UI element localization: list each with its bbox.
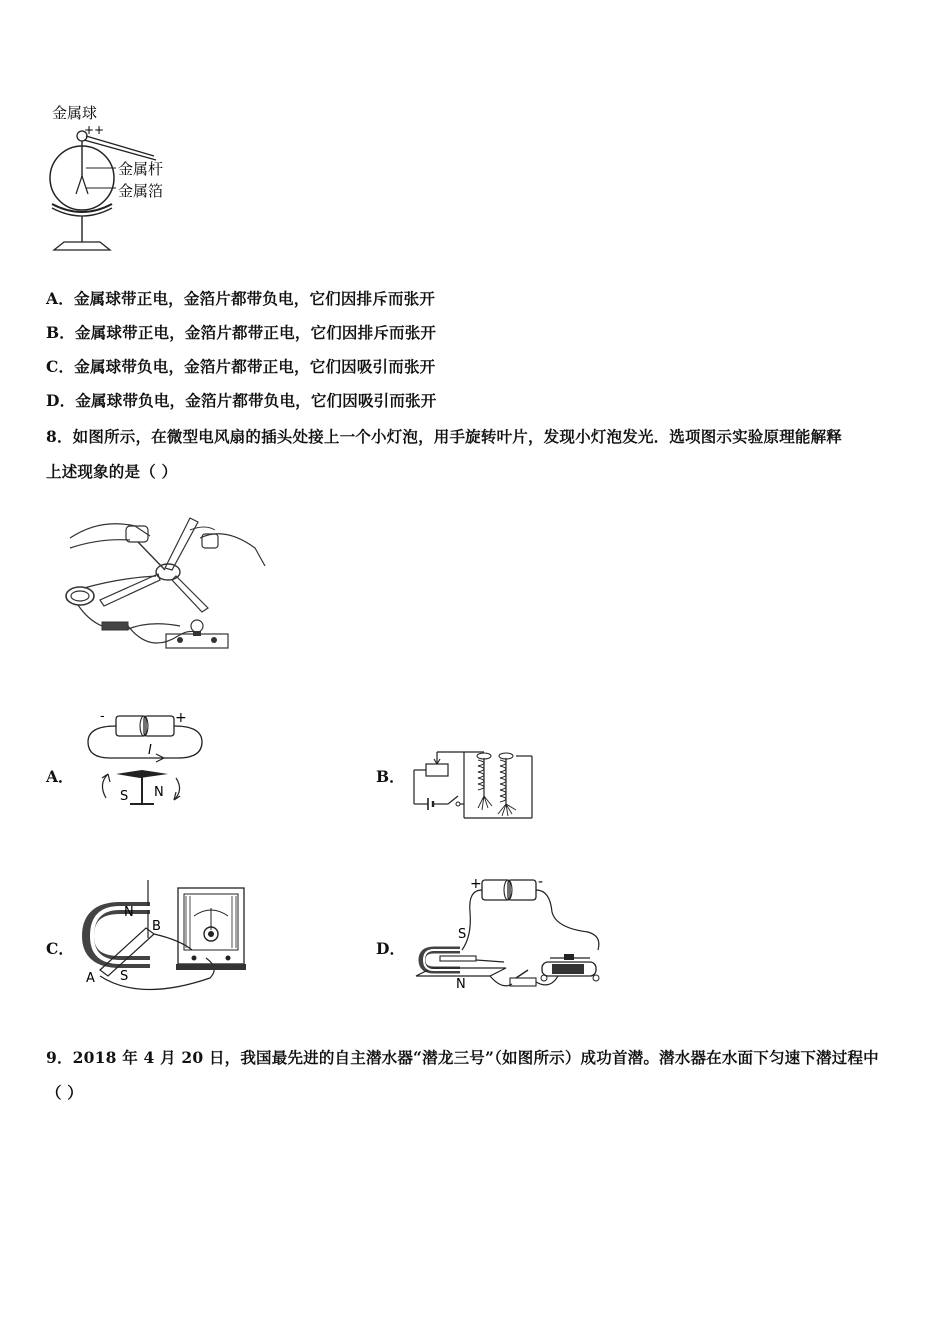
- label-metal-rod: 金属杆: [118, 160, 164, 178]
- q9-stem-line1: 9．2018 年 4 月 20 日，我国最先进的自主潜水器“潜龙三号”（如图所示）成功首潜。潜水器在水面下匀速下潜过程中: [46, 1048, 879, 1067]
- battery-plus-a: +: [175, 710, 187, 726]
- fan-bulb-figure: [60, 508, 270, 668]
- q7-option-d: D．金属球带负电，金箔片都带负电，它们因吸引而张开: [46, 391, 437, 410]
- rod-a-label-c: A: [86, 971, 95, 986]
- battery-minus-a: -: [100, 709, 105, 724]
- rod-b-label-c: B: [152, 919, 161, 934]
- q7-option-c: C．金属球带负电，金箔片都带正电，它们因吸引而张开: [46, 357, 436, 376]
- q8-option-b-label: B．: [376, 767, 405, 786]
- needle-s-label-a: S: [120, 789, 129, 804]
- label-metal-foil: 金属箔: [118, 182, 164, 200]
- q8-stem-line1: 8．如图所示，在微型电风扇的插头处接上一个小灯泡，用手旋转叶片，发现小灯泡发光．选项图示实验原理能解释: [46, 427, 842, 446]
- q9-stem-line2: （ ）: [46, 1083, 83, 1102]
- q8-option-a-figure: [80, 706, 210, 814]
- magnet-n-label-d: N: [456, 977, 466, 992]
- q8-stem-line2: 上述现象的是（ ）: [46, 462, 178, 481]
- q8-option-d-label: D．: [376, 939, 405, 958]
- battery-plus-d: +: [470, 876, 482, 892]
- q8-option-a-label: A．: [46, 767, 74, 786]
- q8-option-c-label: C．: [46, 939, 74, 958]
- magnet-n-label-c: N: [124, 905, 134, 920]
- magnet-s-label-d: S: [458, 927, 467, 942]
- magnet-s-label-c: S: [120, 969, 129, 984]
- charge-marks: ++: [84, 123, 105, 137]
- q7-option-a: A．金属球带正电，金箔片都带负电，它们因排斥而张开: [46, 289, 436, 308]
- q7-option-b: B．金属球带正电，金箔片都带正电，它们因排斥而张开: [46, 323, 437, 342]
- electroscope-figure: [44, 98, 194, 258]
- q8-option-c-figure: [80, 878, 255, 998]
- q8-option-d-figure: [410, 872, 610, 1002]
- needle-n-label-a: N: [154, 785, 164, 800]
- q8-option-b-figure: [408, 748, 538, 823]
- label-metal-ball: 金属球: [52, 104, 98, 122]
- battery-minus-d: -: [538, 874, 544, 890]
- current-label-a: I: [148, 743, 152, 758]
